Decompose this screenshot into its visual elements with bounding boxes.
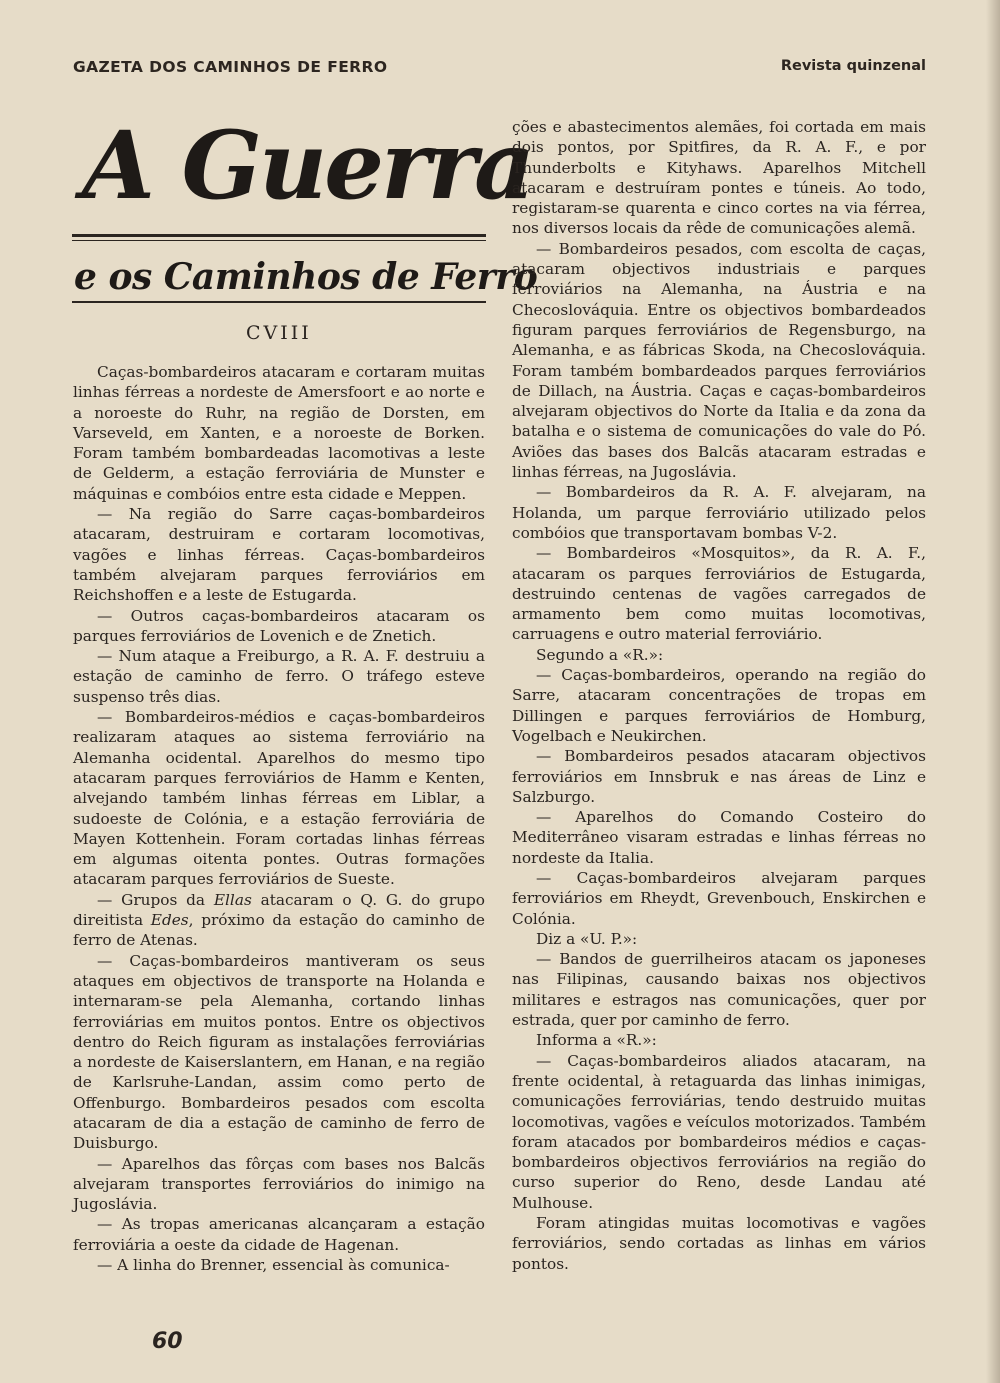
paragraph-text: , próximo da estação do caminho de ferro de Atenas. [73,911,485,950]
paragraph: Informa a «R.»: [536,1031,657,1050]
paragraph: ções e abastecimentos alemães, foi cortada em mais dois pontos, por Spitfires, da R. A. F., e por Thunderbolts e Kityhaws. Aparelhos Mitchell atacaram e destruíram pontes e túneis. Ao todo, registaram-se quarenta e cinco cortes na via férrea, nos diversos locais da rêde de comunicações alemã. [512,118,926,238]
title-rule-top [72,234,486,237]
section-number: CVIII [246,322,312,344]
paragraph: — Bombardeiros-médios e caças-bombardeiros realizaram ataques ao sistema ferroviário na Alemanha ocidental. Aparelhos do mesmo tipo atacaram parques ferroviários de Hamm e Kenten, alvejando também linhas férreas em Liblar, a sudoeste de Colónia, e a estação ferroviária de Mayen Kottenhein. Foram cortadas linhas férreas em algumas oitenta pontes. Outras formações atacaram parques ferroviários de Sueste. [73,708,485,889]
paragraph-text: atacaram o Q. G. do grupo direitista [73,890,485,930]
paragraph: — Bombardeiros pesados atacaram objectivos ferroviários em Innsbruk e nas áreas de Linz e Salzburgo. [512,747,926,806]
paragraph: — Bandos de guerrilheiros atacam os japoneses nas Filipinas, causando baixas nos objectivos militares e estragos nas comunicações, quer por estrada, quer por caminho de ferro. [512,950,926,1030]
paragraph: Segundo a «R.»: [536,645,664,664]
paragraph: Caças-bombardeiros atacaram e cortaram muitas linhas férreas a nordeste de Amersfoort e ao norte e a noroeste do Ruhr, na região de Dorsten, em Varseveld, em Xanten, e a noroeste de Borken. Foram também bombardeadas lacomotivas a leste de Gelderm, a estação ferroviária de Munster e máquinas e combóios entre esta cidade e Meppen. [73,363,485,503]
right-column [512,117,926,1274]
publication-frequency: Revista quinzenal [780,58,926,74]
paragraph: Foram atingidas muitas locomotivas e vagões ferroviários, sendo cortadas as linhas em vários pontos. [512,1214,926,1273]
paragraph-text: — Grupos da [97,890,214,909]
paragraph: — Bombardeiros pesados, com escolta de caças, atacaram objectivos industriais e parques ferroviários na Alemanha, na Áustria e na Checoslováquia. Entre os objectivos bombardeados figuram parques ferroviários de Regensburgo, na Alemanha, e as fábricas Skoda, na Checoslováquia. Foram também bombardeados parques ferroviários de Dillach, na Áustria. Caças e caças-bombardeiros alvejaram objectivos do Norte da Italia e da zona da batalha e o sistema de comunicações do vale do Pó. Aviões das bases dos Balcãs atacaram estradas e linhas férreas, na Jugoslávia. [512,239,926,482]
paragraph: — A linha do Brenner, essencial às comunica- [97,1256,450,1275]
paragraph: — Na região do Sarre caças-bombardeiros atacaram, destruiram e cortaram locomotivas, vagões e linhas férreas. Caças-bombardeiros também alvejaram parques ferroviários em Reichshoffen e a leste de Estugarda. [73,505,485,605]
paragraph: — Caças-bombardeiros aliados atacaram, na frente ocidental, à retaguarda das linhas inimigas, comunicações ferroviárias, tendo destruido muitas locomotivas, vagões e veículos motorizados. Também foram atacados por bombardeiros médios e caças-bombardeiros objectivos ferroviários na região do curso superior do Reno, desde Landau até Mulhouse. [512,1051,926,1212]
paragraph: — Num ataque a Freiburgo, a R. A. F. destruiu a estação de caminho de ferro. O tráfego esteve suspenso três dias. [73,647,485,706]
article-subtitle: e os Caminhos de Ferro [74,256,538,298]
italic-name: Ellas [213,890,252,909]
paragraph: — Outros caças-bombardeiros atacaram os parques ferroviários de Lovenich e de Znetich. [73,606,485,645]
paragraph [73,890,485,951]
page-edge-shadow [986,0,1000,1383]
publication-name: GAZETA DOS CAMINHOS DE FERRO [73,58,388,76]
left-column [73,362,485,1275]
page-number: 60 [152,1329,183,1354]
subtitle-rule [72,301,486,303]
title-rule-thin [72,240,486,241]
paragraph: — Bombardeiros «Mosquitos», da R. A. F., atacaram os parques ferroviários de Estugarda, destruindo centenas de vagões carregados de armamento bem como muitas locomotivas, carruagens e outro material ferroviário. [512,544,926,644]
paragraph: — Caças-bombardeiros, operando na região do Sarre, atacaram concentrações de tropas em Dillingen e parques ferroviários de Homburg, Vogelbach e Neukirchen. [512,666,926,745]
paragraph: — Caças-bombardeiros mantiveram os seus ataques em objectivos de transporte na Holanda e internaram-se pela Alemanha, cortando linhas ferroviárias em muitos pontos. Entre os objectivos dentro do Reich figuram as instalações ferroviárias a nordeste de Kaiserslantern, em Hanan, e na região de Karlsruhe-Landan, assim como perto de Offenburgo. Bombardeiros pesados com escolta atacaram de dia a estação de caminho de ferro de Duisburgo. [73,951,485,1153]
paragraph: Diz a «U. P.»: [536,929,638,948]
article-title: A Guerra [82,111,533,221]
paragraph: — As tropas americanas alcançaram a estação ferroviária a oeste da cidade de Hagenan. [73,1215,485,1254]
paragraph: — Aparelhos do Comando Costeiro do Mediterrâneo visaram estradas e linhas férreas no nordeste da Italia. [512,808,926,867]
italic-name: Edes [150,911,189,930]
paragraph: — Aparelhos das fôrças com bases nos Balcãs alvejaram transportes ferroviários do inimigo na Jugoslávia. [73,1154,485,1214]
paragraph: — Caças-bombardeiros alvejaram parques ferroviários em Rheydt, Grevenbouch, Enskirchen e Colónia. [512,868,926,928]
paragraph: — Bombardeiros da R. A. F. alvejaram, na Holanda, um parque ferroviário utilizado pelos combóios que transportavam bombas V-2. [512,483,926,542]
